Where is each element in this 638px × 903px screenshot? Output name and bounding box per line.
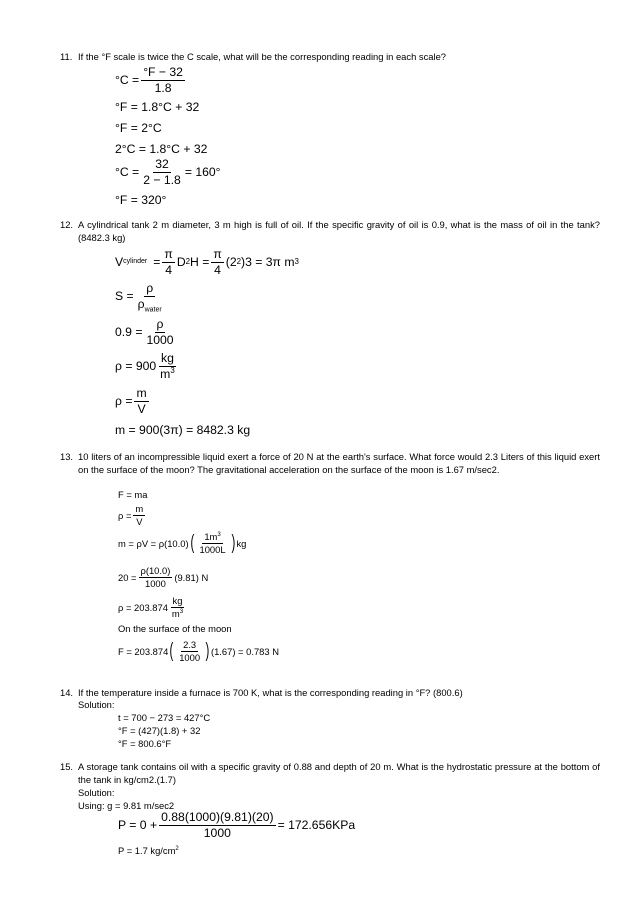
- equation: ρ = $\frac{m}{V}$: [118, 503, 144, 527]
- equation: ρ = $\frac{m}{V}$: [115, 386, 147, 416]
- equation: P = 0 + $\frac{0.88(1000)(9.81)(20)}{1000}$ = 172.656KPa: [118, 810, 356, 840]
- equation: F = ma: [118, 489, 148, 500]
- problem-question: If the °F scale is twice the C scale, what will be the corresponding reading in each scale?: [78, 51, 447, 62]
- problem-question: 10 liters of an incompressible liquid exert a force of 20 N at the earth's surface. What force would 2.3 Liters of this liquid exert on the surface of the moon? The gravitational acceleration on the surface of the moon is 1.67 m/sec2.: [78, 451, 600, 475]
- solution-line: °F = (427)(1.8) + 32: [118, 725, 201, 736]
- problem-question: A cylindrical tank 2 m diameter, 3 m high is full of oil. If the specific gravity of oil is 0.9, what is the mass of oil in the tank? (8482.3 kg): [78, 219, 600, 243]
- equation: F = 203.874 ( $\frac{2.3}{1000}$ ) (1.67) = 0.783 N: [118, 639, 279, 663]
- equation: °F = 1.8°C + 32: [115, 100, 200, 114]
- equation: °F = 320°: [115, 193, 167, 207]
- equation: m = 900(3π) = 8482.3 kg: [115, 423, 251, 437]
- solution-line: °F = 800.6°F: [118, 738, 172, 749]
- problem-number: 14.: [60, 687, 74, 698]
- equation: ρ = 203.874 $\frac{kg}{m^3}$: [118, 595, 184, 619]
- problem-question: A storage tank contains oil with a specific gravity of 0.88 and depth of 20 m. What is the hydrostatic pressure at the bottom of the tank in kg/cm2.(1.7): [78, 761, 600, 785]
- equation: V cylinder = $\frac{\pi}{4}$ D 2 H = $\frac{\pi}{4}$ (2 2 )3 = 3π m 3: [115, 247, 299, 277]
- problem-12: [60, 219, 600, 244]
- solution-line: Using: g = 9.81 m/sec2: [78, 800, 175, 811]
- problem-number: 15.: [60, 761, 74, 772]
- equation: m = ρV = ρ(10.0) ( $\frac{1m^3}{1000L}$ ) kg: [118, 530, 247, 555]
- solution-line: P = 1.7 $kg/cm^2$: [118, 844, 179, 856]
- equation: ρ = 900 $\frac{kg}{m^3}$: [115, 351, 175, 381]
- problem-number: 11.: [60, 51, 73, 62]
- equation: °C = $\frac{32}{2 - 1.8}$ = 160°: [115, 157, 221, 187]
- equation: 0.9 = $\frac{\rho}{1000}$: [115, 317, 174, 347]
- problem-11: [60, 51, 600, 64]
- equation: S = $\frac{\rho}{\rho_{water}}$: [115, 281, 162, 314]
- problem-question: If the temperature inside a furnace is 700 K, what is the corresponding reading in °F? (800.6): [78, 687, 463, 698]
- equation: 20 = $\frac{\rho(10.0)}{1000}$ (9.81) N: [118, 565, 209, 589]
- problem-number: 12.: [60, 219, 74, 230]
- problem-number: 13.: [60, 451, 74, 462]
- solution-label: Solution:: [78, 699, 115, 710]
- solution-label: Solution:: [78, 787, 115, 798]
- equation: 2°C = 1.8°C + 32: [115, 142, 208, 156]
- problem-13: [60, 451, 600, 476]
- equation: °C = $\frac{^\circ F - 32}{1.8}$: [115, 65, 183, 95]
- solution-line: t = 700 − 273 = 427°C: [118, 712, 211, 723]
- equation: °F = 2°C: [115, 121, 162, 135]
- problem-15: [60, 761, 600, 786]
- equation: On the surface of the moon: [118, 623, 232, 634]
- problem-14: [60, 687, 600, 700]
